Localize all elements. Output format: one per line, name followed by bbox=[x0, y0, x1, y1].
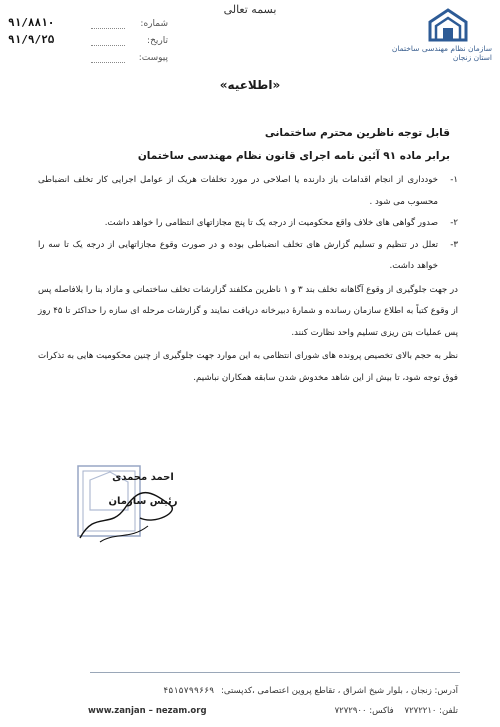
item-number: ۲- bbox=[450, 218, 458, 228]
address-text: آدرس: زنجان ، بلوار شیخ اشراق ، تقاطع پروین اعتصامی ،کدپستی: bbox=[221, 686, 458, 696]
addressee-line1: قابل توجه ناظرین محترم ساختمانی bbox=[264, 127, 450, 139]
phone-fax bbox=[335, 706, 458, 716]
letter-metadata bbox=[8, 12, 168, 63]
list-item bbox=[38, 170, 458, 213]
org-name bbox=[372, 44, 492, 63]
tel-value: ۷۲۷۲۲۱۰ bbox=[404, 706, 437, 716]
paragraph: نظر به حجم بالای تخصیص پرونده های شورای انتظامی به این موارد جهت جلوگیری از چنین محکومیت هایی به تذکرات فوق توجه شود، تا بیش از این شاهد مخدوش شدن سابقه همکاران نباشیم. bbox=[38, 351, 458, 383]
org-name-line1: سازمان نظام مهندسی ساختمان bbox=[391, 44, 492, 53]
fax-value: ۷۲۷۲۹۰۰ bbox=[334, 706, 367, 716]
document-title: «اطلاعیه» bbox=[219, 78, 281, 92]
date-row bbox=[8, 29, 168, 46]
attachment-row bbox=[8, 46, 168, 63]
org-name-line2: استان زنجان bbox=[452, 53, 492, 63]
body-text bbox=[38, 170, 458, 389]
addressee-line2: برابر ماده ۹۱ آئین نامه اجرای قانون نظام مهندسی ساختمان bbox=[137, 150, 450, 162]
footer-divider bbox=[90, 672, 460, 673]
dotted-line bbox=[91, 19, 125, 29]
date-value: ۹۱/۹/۲۵ bbox=[8, 33, 55, 46]
number-row bbox=[8, 12, 168, 29]
dotted-line bbox=[91, 53, 125, 63]
signatory-name: احمد محمدی bbox=[112, 472, 174, 483]
item-text: صدور گواهی های خلاف واقع محکومیت از درجه یک تا پنج مجازاتهای انتظامی را خواهد داشت. bbox=[104, 218, 438, 228]
postal-code: ۴۵۱۵۷۹۹۶۶۹ bbox=[163, 686, 215, 696]
footer-contacts bbox=[88, 706, 458, 716]
attachment-label: پیوست: bbox=[138, 53, 168, 63]
website-link[interactable]: www.zanjan – nezam.org bbox=[88, 706, 207, 716]
list-item bbox=[38, 235, 458, 278]
item-text: خودداری از انجام اقدامات باز دارنده یا اصلاحی در مورد تخلفات هریک از عوامل اجرایی کار تخلف انضباطی محسوب می شود . bbox=[38, 175, 438, 207]
building-logo-icon bbox=[426, 6, 470, 42]
item-text: تعلل در تنظیم و تسلیم گزارش های تخلف انضباطی بوده و در صورت وقوع مجازاتهایی از درجه یک تا سه را خواهد داشت. bbox=[38, 239, 438, 271]
list-item bbox=[38, 213, 458, 235]
date-label: تاریخ: bbox=[147, 36, 168, 46]
dotted-line bbox=[91, 36, 125, 46]
signatory-title: رئیس سازمان bbox=[108, 496, 178, 507]
tel-label: تلفن: bbox=[439, 706, 458, 716]
paragraph: در جهت جلوگیری از وقوع آگاهانه تخلف بند ۳ و ۱ ناظرین مکلفند گزارشات تخلف ساختمانی و مازاد بنا را بلافاصله پس از وقوع کتباً به اطلاع سازمان رسانده و شمارهٔ دبیرخانه دریافت نمایند و گزارشات مرحله ای سازه را حداکثر تا ۴۵ روز پس عملیات بتن ریزی تسلیم واحد نظارت کنند. bbox=[38, 284, 458, 338]
footer-address bbox=[38, 686, 458, 696]
number-label: شماره: bbox=[140, 19, 168, 29]
number-value: ۹۱/۸۸۱۰ bbox=[8, 16, 55, 29]
item-number: ۱- bbox=[450, 175, 458, 185]
fax-label: فاکس: bbox=[369, 706, 394, 716]
addressee-block bbox=[30, 122, 450, 168]
basmala: بسمه تعالی bbox=[223, 3, 277, 16]
item-number: ۳- bbox=[450, 239, 458, 250]
